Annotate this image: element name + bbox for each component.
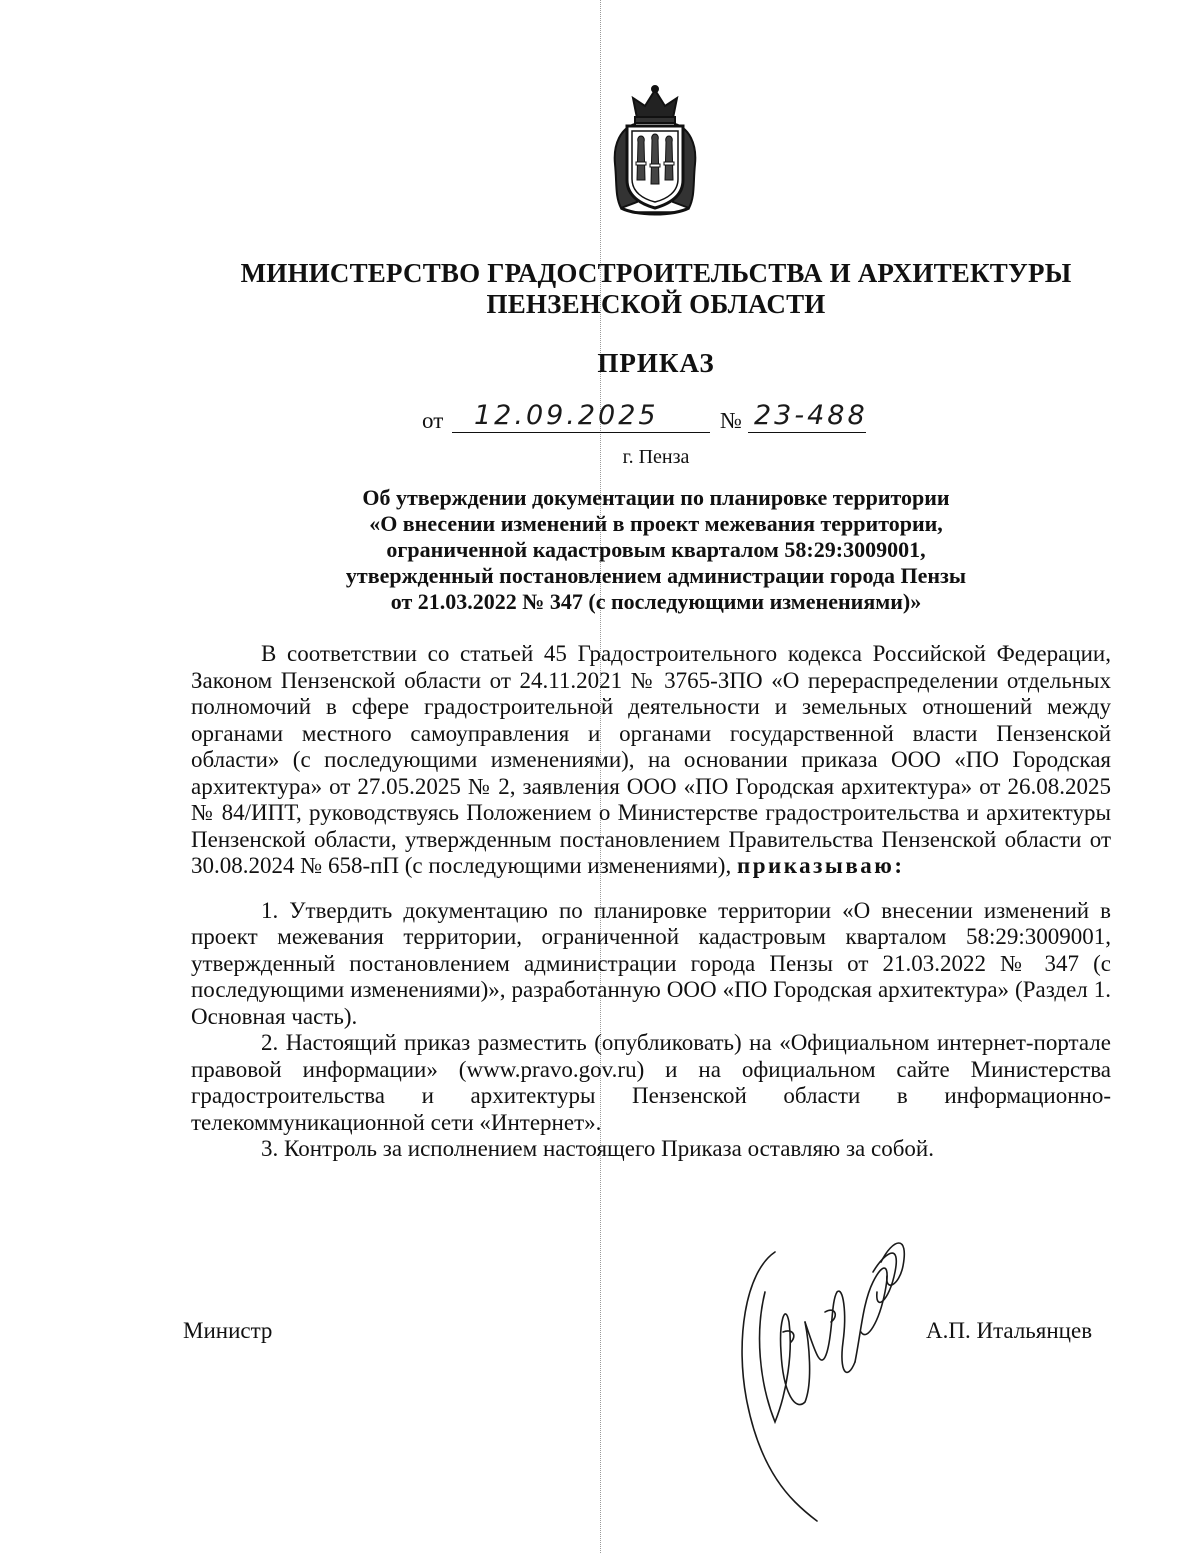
subject-title [170, 485, 1142, 615]
number-label: № [720, 408, 742, 433]
preamble-text: В соответствии со статьей 45 Градостроительного кодекса Российской Федерации, Законом Пензенской области от 24.11.2021 № 3765-ЗПО «О перераспределении отдельных полномочий в сфере градостроительной деятельности и земельных отношений между органами местного самоуправления и органами государственной власти Пензенской области» (с последующими изменениями), на основании приказа ООО «ПО Городская архитектура» от 27.05.2025 № 2, заявления ООО «ПО Городская архитектура» от 26.08.2025 № 84/ИПТ, руководствуясь Положением о Министерстве градостроительства и архитектуры Пензенской области, утвержденным постановлением Правительства Пензенской области от 30.08.2024 № 658-пП (с последующими изменениями), [191, 641, 1111, 878]
order-item-2: 2. Настоящий приказ разместить (опубликовать) на «Официальном интернет-портале правовой информации» (www.pravo.gov.ru) и на официальном сайте Министерства градостроительства и архитектуры Пензенской области в информационно-телекоммуникационной сети «Интернет». [191, 1030, 1111, 1135]
city: г. Пенза [622, 446, 690, 468]
subject-line: Об утверждении документации по планировке территории [362, 485, 950, 510]
handwritten-signature-icon [735, 1232, 910, 1522]
order-item-3: 3. Контроль за исполнением настоящего Приказа оставляю за собой. [261, 1136, 934, 1161]
document-type: ПРИКАЗ [597, 348, 715, 378]
preamble-paragraph [191, 641, 1111, 880]
date-underline [452, 432, 710, 433]
subject-line: от 21.03.2022 № 347 (с последующими изменениями)» [390, 589, 922, 614]
order-item-1: 1. Утвердить документацию по планировке территории «О внесении изменений в проект межевания территории, ограниченной кадастровым кварталом 58:29:3009001, утвержденный постановлением администрации города Пензы от 21.03.2022 № 347 (с последующими изменениями)», разработанную ООО «ПО Городская архитектура» (Раздел 1. Основная часть). [191, 897, 1111, 1029]
subject-line: ограниченной кадастровым кварталом 58:29:3009001, [386, 537, 926, 562]
order-body [191, 641, 1111, 1163]
order-colon: : [894, 853, 905, 878]
subject-line: утвержденный постановлением администрации города Пензы [345, 563, 967, 588]
coat-of-arms-icon [607, 84, 703, 220]
signer-name: А.П. Итальянцев [926, 1318, 1093, 1343]
subject-line: «О внесении изменений в проект межевания территории, [369, 511, 943, 536]
number-underline [748, 432, 866, 433]
ministry-name [0, 258, 1200, 320]
ministry-line-2: ПЕНЗЕНСКОЙ ОБЛАСТИ [486, 289, 826, 319]
signer-title: Министр [183, 1318, 273, 1343]
date-label: от [422, 408, 444, 433]
order-word: приказываю [736, 853, 895, 878]
ministry-line-1: МИНИСТЕРСТВО ГРАДОСТРОИТЕЛЬСТВА И АРХИТЕКТУРЫ [240, 258, 1072, 288]
handwritten-number: 23-488 [754, 400, 868, 431]
handwritten-date: 12.09.2025 [474, 400, 659, 431]
